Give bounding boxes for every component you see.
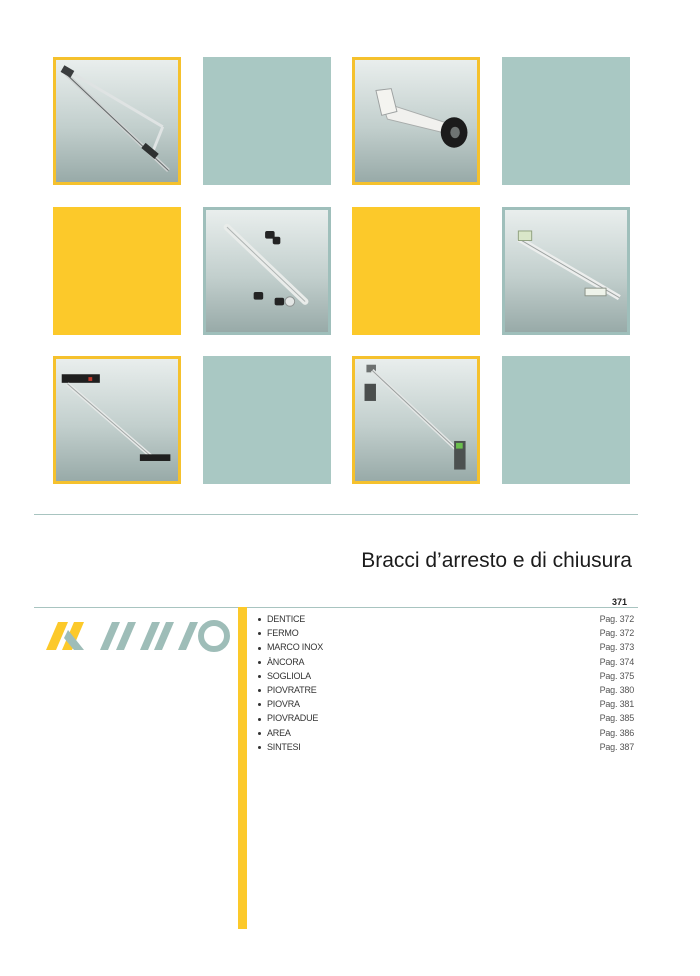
bullet-icon <box>258 703 261 706</box>
savio-logo <box>44 620 232 652</box>
bullet-icon <box>258 632 261 635</box>
product-photo-scissor-arm <box>352 356 480 484</box>
yellow-block <box>352 207 480 335</box>
toc-item-name: PIOVRA <box>267 699 300 710</box>
toc-item-name: MARCO INOX <box>267 642 324 653</box>
toc-item-page: Pag. 385 <box>599 713 634 724</box>
toc-item-name: SINTESI <box>267 741 301 752</box>
bullet-icon <box>258 732 261 735</box>
toc-item-page: Pag. 373 <box>599 642 634 653</box>
toc-item-page: Pag. 387 <box>599 741 634 752</box>
product-photo-long-stay-rod <box>53 356 181 484</box>
table-of-contents <box>258 612 634 754</box>
scissor-arm-image <box>355 359 477 481</box>
bullet-icon <box>258 689 261 692</box>
product-photo-black-knob-arm <box>352 57 480 185</box>
page-number: 371 <box>612 597 628 607</box>
toc-item-name: SOGLIOLA <box>267 670 311 681</box>
toc-item-page: Pag. 372 <box>599 628 634 639</box>
list-item[interactable] <box>258 612 634 626</box>
list-item[interactable] <box>258 697 634 711</box>
bullet-icon <box>258 675 261 678</box>
teal-block <box>203 356 331 484</box>
top-divider <box>34 514 638 515</box>
section-divider <box>34 607 638 608</box>
yellow-block <box>53 207 181 335</box>
bullet-icon <box>258 618 261 621</box>
black-knob-arm-image <box>355 60 477 182</box>
toc-item-name: AREA <box>267 727 291 738</box>
toc-item-name: PIOVRADUE <box>267 713 319 724</box>
toc-item-name: DENTICE <box>267 614 306 625</box>
list-item[interactable] <box>258 669 634 683</box>
toc-item-page: Pag. 375 <box>599 670 634 681</box>
bullet-icon <box>258 661 261 664</box>
slotted-rail-arm-image <box>505 210 627 332</box>
toc-item-name: PIOVRATRE <box>267 685 317 696</box>
teal-block <box>502 356 630 484</box>
toc-item-page: Pag. 386 <box>599 727 634 738</box>
bullet-icon <box>258 718 261 721</box>
toc-item-name: ÀNCORA <box>267 656 305 667</box>
list-item[interactable] <box>258 640 634 654</box>
product-photo-flat-bar-set <box>203 207 331 335</box>
accent-bar <box>238 607 247 929</box>
product-photo-slotted-rail-arm <box>502 207 630 335</box>
toc-item-page: Pag. 372 <box>599 614 634 625</box>
list-item[interactable] <box>258 726 634 740</box>
list-item[interactable] <box>258 740 634 754</box>
list-item[interactable] <box>258 711 634 725</box>
toc-item-page: Pag. 380 <box>599 685 634 696</box>
list-item[interactable] <box>258 683 634 697</box>
toc-item-name: FERMO <box>267 628 299 639</box>
page-title: Bracci d’arresto e di chiusura <box>361 549 632 572</box>
list-item[interactable] <box>258 655 634 669</box>
stay-arm-image <box>56 60 178 182</box>
list-item[interactable] <box>258 626 634 640</box>
bullet-icon <box>258 647 261 650</box>
long-stay-rod-image <box>56 359 178 481</box>
toc-item-page: Pag. 381 <box>599 699 634 710</box>
flat-bar-set-image <box>206 210 328 332</box>
teal-block <box>502 57 630 185</box>
toc-item-page: Pag. 374 <box>599 656 634 667</box>
bullet-icon <box>258 746 261 749</box>
product-photo-stay-arm <box>53 57 181 185</box>
teal-block <box>203 57 331 185</box>
